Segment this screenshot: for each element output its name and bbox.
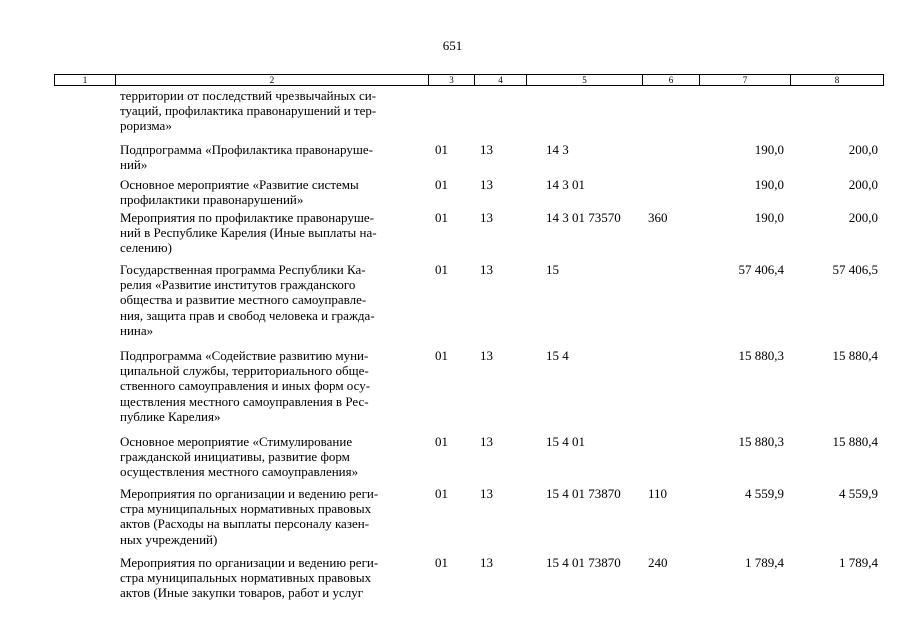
row-section: 01 [435, 434, 448, 449]
row-section: 01 [435, 177, 448, 192]
column-header-4: 4 [475, 75, 527, 85]
row-subsection: 13 [480, 210, 493, 225]
column-header-2: 2 [116, 75, 429, 85]
row-amount-2: 15 880,4 [832, 348, 878, 363]
row-amount-1: 190,0 [754, 177, 784, 192]
row-target-code: 15 4 01 [546, 434, 585, 449]
row-amount-2: 57 406,5 [832, 262, 878, 277]
column-header-7: 7 [700, 75, 791, 85]
row-subsection: 13 [480, 434, 493, 449]
row-target-code: 15 4 [546, 348, 569, 363]
row-subsection: 13 [480, 486, 493, 501]
row-subsection: 13 [480, 177, 493, 192]
row-name: Основное мероприятие «Стимулирование гражданской инициативы, развитие форм осуществления местного самоуправления» [120, 434, 359, 480]
row-target-code: 15 [546, 262, 559, 277]
row-name: Подпрограмма «Профилактика правонаруше- ний» [120, 142, 373, 173]
row-amount-1: 4 559,9 [745, 486, 784, 501]
column-header-3: 3 [429, 75, 475, 85]
row-subsection: 13 [480, 555, 493, 570]
row-amount-2: 4 559,9 [839, 486, 878, 501]
table-body [0, 88, 905, 607]
page-number: 651 [442, 38, 463, 53]
table-row [0, 555, 905, 607]
row-expense-type: 360 [648, 210, 668, 225]
row-amount-1: 15 880,3 [738, 348, 784, 363]
column-header-5: 5 [527, 75, 643, 85]
row-amount-2: 200,0 [848, 177, 878, 192]
table-row [0, 434, 905, 486]
row-target-code: 15 4 01 73870 [546, 486, 621, 501]
table-row [0, 88, 905, 142]
row-target-code: 14 3 01 73570 [546, 210, 621, 225]
row-amount-2: 1 789,4 [839, 555, 878, 570]
table-row [0, 210, 905, 262]
row-expense-type: 240 [648, 555, 668, 570]
row-name: Государственная программа Республики Ка- релия «Развитие институтов гражданского общества и развитие местного самоуправле- ния, защита прав и свобод человека и гражда- нина» [120, 262, 375, 338]
row-section: 01 [435, 262, 448, 277]
table-row [0, 177, 905, 210]
row-expense-type: 110 [648, 486, 668, 501]
row-subsection: 13 [480, 262, 493, 277]
row-subsection: 13 [480, 348, 493, 363]
table-row [0, 262, 905, 348]
row-section: 01 [435, 486, 448, 501]
row-name: территории от последствий чрезвычайных си- туаций, профилактика правонарушений и тер- роризма» [120, 88, 377, 134]
row-target-code: 15 4 01 73870 [546, 555, 621, 570]
row-name: Подпрограмма «Содействие развитию муни- ципальной службы, территориального обще- ственного самоуправления и иных форм осу- ществления местного самоуправления в Рес- публике Карелия» [120, 348, 371, 424]
row-amount-1: 190,0 [754, 142, 784, 157]
column-header-8: 8 [834, 75, 840, 85]
row-amount-1: 1 789,4 [745, 555, 784, 570]
table-row [0, 348, 905, 434]
table-header [54, 74, 884, 86]
row-name: Основное мероприятие «Развитие системы профилактики правонарушений» [120, 177, 359, 208]
table-row [0, 486, 905, 555]
row-section: 01 [435, 210, 448, 225]
row-target-code: 14 3 [546, 142, 569, 157]
row-subsection: 13 [480, 142, 493, 157]
row-section: 01 [435, 142, 448, 157]
row-section: 01 [435, 555, 448, 570]
row-name: Мероприятия по профилактике правонаруше- ний в Республике Карелия (Иные выплаты на- селению) [120, 210, 377, 256]
row-amount-2: 200,0 [848, 142, 878, 157]
row-amount-1: 57 406,4 [738, 262, 784, 277]
row-name: Мероприятия по организации и ведению реги- стра муниципальных нормативных правовых актов (Иные закупки товаров, работ и услуг [120, 555, 379, 601]
row-section: 01 [435, 348, 448, 363]
column-header-6: 6 [643, 75, 700, 85]
row-amount-1: 15 880,3 [738, 434, 784, 449]
column-header-1: 1 [55, 75, 116, 85]
row-name: Мероприятия по организации и ведению реги- стра муниципальных нормативных правовых актов (Расходы на выплаты персоналу казен- ных учреждений) [120, 486, 379, 547]
row-amount-1: 190,0 [754, 210, 784, 225]
row-amount-2: 200,0 [848, 210, 878, 225]
row-target-code: 14 3 01 [546, 177, 585, 192]
table-row [0, 142, 905, 177]
row-amount-2: 15 880,4 [832, 434, 878, 449]
